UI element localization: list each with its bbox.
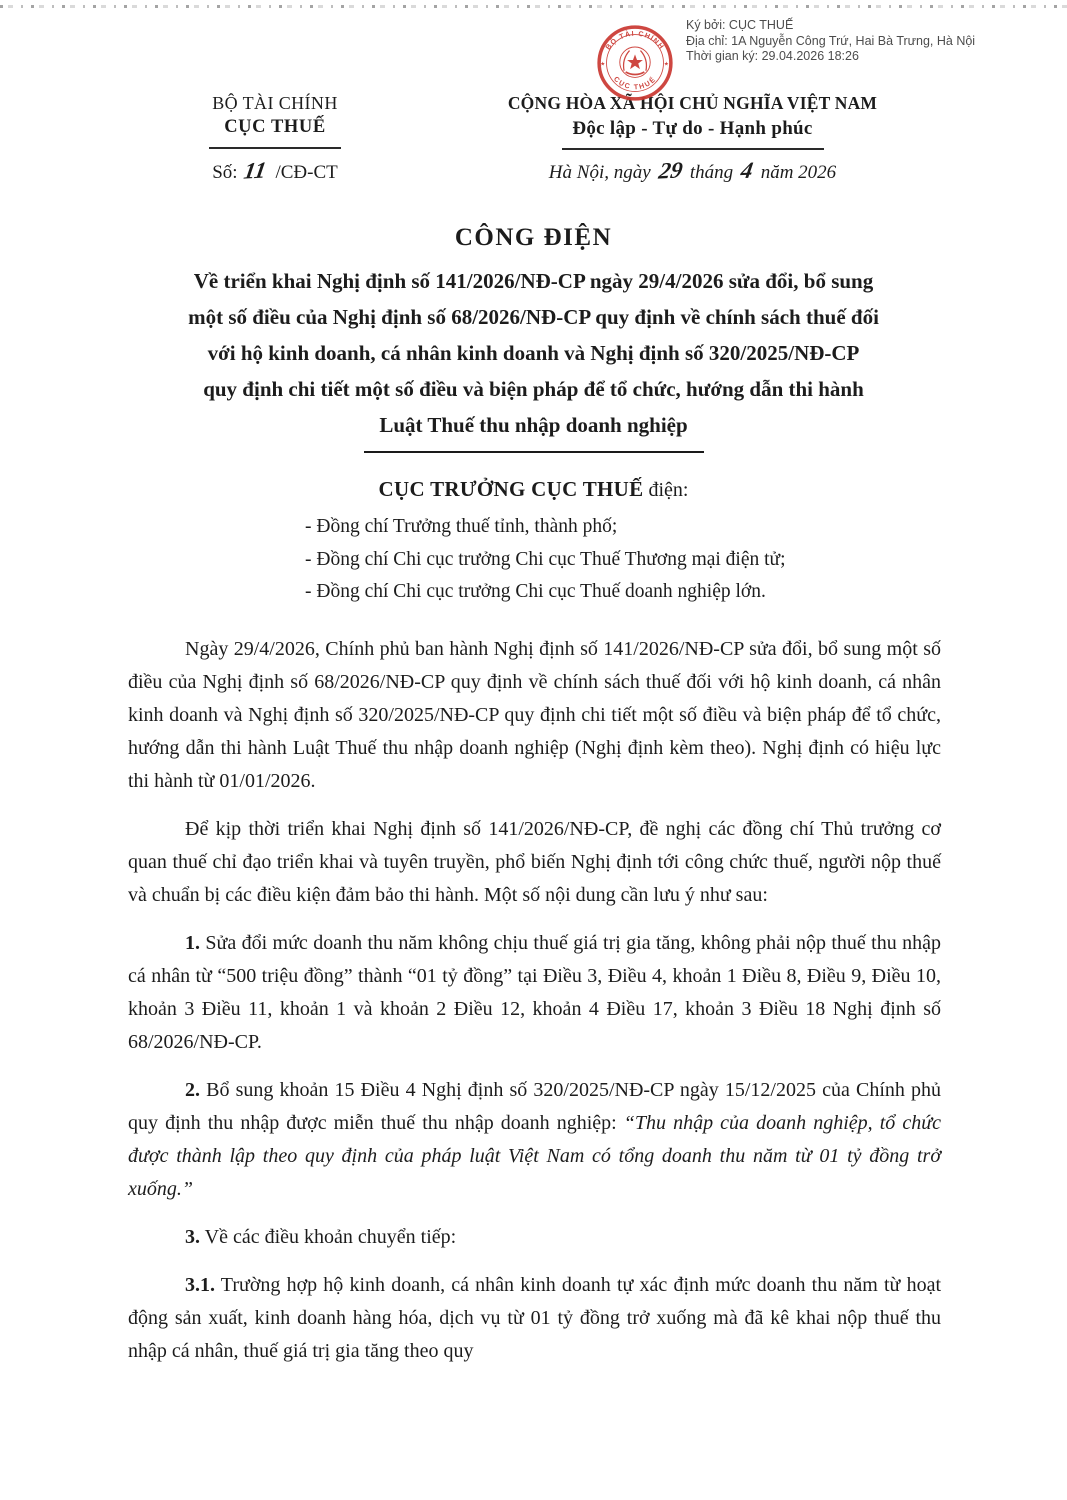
seal-right-star-icon: ★ <box>663 61 669 68</box>
national-header-block <box>430 93 1067 184</box>
date-month-word: tháng <box>689 162 734 183</box>
item-1-number: 1. <box>185 931 200 954</box>
month-handwritten: 4 <box>739 157 755 185</box>
paragraph-item-3-1 <box>128 1269 941 1368</box>
doc-number-symbol: /CĐ-CT <box>275 162 338 183</box>
item-3-1-number: 3.1. <box>185 1273 215 1296</box>
item-2-text: Bổ sung khoản 15 Điều 4 Nghị định số 320/2025/NĐ-CP ngày 15/12/2025 của Chính phủ quy định thu nhập được miễn thuế thu nhập doanh nghiệp: <box>128 1078 941 1134</box>
recipient-item-2: - Đồng chí Chi cục trưởng Chi cục Thuế Thương mại điện tử; <box>305 548 786 570</box>
subject-line-2: một số điều của Nghị định số 68/2026/NĐ-CP quy định về chính sách thuế đối <box>188 305 879 329</box>
doc-number-handwritten: 11 <box>241 157 268 185</box>
subject-line-5: Luật Thuế thu nhập doanh nghiệp <box>379 413 688 437</box>
signature-signed-by: Ký bởi: CỤC THUẾ <box>686 18 794 32</box>
document-number <box>120 157 430 185</box>
parent-agency: BỘ TÀI CHÍNH <box>212 93 338 113</box>
signature-time: Thời gian ký: 29.04.2026 18:26 <box>686 49 859 63</box>
item-1-text: Sửa đổi mức doanh thu năm không chịu thuế giá trị gia tăng, không phải nộp thuế thu nhập cá nhân từ “500 triệu đồng” thành “01 tỷ đồng” tại Điều 3, Điều 4, khoản 1 Điều 8, Điều 9, Điều 10, khoản 3 Điều 11, khoản 1 và khoản 2 Điều 12, khoản 4 Điều 17, khoản 3 Điều 18 Nghị định số 68/2026/NĐ-CP. <box>128 931 941 1053</box>
country-motto-line2: Độc lập - Tự do - Hạnh phúc <box>572 118 813 139</box>
item-3-1-text: Trường hợp hộ kinh doanh, cá nhân kinh doanh tự xác định mức doanh thu năm từ hoạt động sản xuất, kinh doanh hàng hóa, dịch vụ từ 01 tỷ đồng trở xuống mà đã kê khai nộp thuế thu nhập cá nhân, thuế giá trị gia tăng theo quy <box>128 1273 941 1362</box>
subject-line-1: Về triển khai Nghị định số 141/2026/NĐ-CP ngày 29/4/2026 sửa đổi, bổ sung <box>193 269 874 293</box>
item-2-quote: “Thu nhập của doanh nghiệp, tổ chức được thành lập theo quy định của pháp luật Việt Nam có tổng doanh thu năm từ 01 tỷ đồng trở xuống.” <box>128 1111 941 1200</box>
item-3-number: 3. <box>185 1225 200 1248</box>
recipient-item-1: - Đồng chí Trưởng thuế tỉnh, thành phố; <box>305 516 618 537</box>
cuc-thue-seal-icon <box>596 24 674 102</box>
doc-number-prefix: Số: <box>212 162 238 183</box>
day-handwritten: 29 <box>656 157 685 185</box>
signature-address: Địa chỉ: 1A Nguyễn Công Trứ, Hai Bà Trưng, Hà Nội <box>686 33 976 48</box>
emblem-star <box>627 54 643 69</box>
addressee-heading-bold: CỤC TRƯỞNG CỤC THUẾ <box>378 477 644 501</box>
paragraph-item-1 <box>128 927 941 1059</box>
recipient-item-3: - Đồng chí Chi cục trưởng Chi cục Thuế doanh nghiệp lớn. <box>305 581 766 602</box>
agency-underline <box>209 147 341 149</box>
document-title: CÔNG ĐIỆN <box>454 224 613 251</box>
seal-left-star-icon: ★ <box>600 61 606 68</box>
motto-underline <box>562 148 824 150</box>
issuing-agency-block <box>0 93 430 184</box>
addressee-heading <box>0 477 1067 502</box>
addressee-heading-normal: điện: <box>643 479 689 501</box>
scan-noise-line <box>0 5 1067 8</box>
paragraph-intro-2: Để kịp thời triển khai Nghị định số 141/2026/NĐ-CP, đề nghị các đồng chí Thủ trưởng cơ quan thuế chỉ đạo triển khai và tuyên truyền, phổ biến Nghị định tới công chức thuế, người nộp thuế và chuẩn bị các điều kiện đảm bảo thi hành. Một số nội dung cần lưu ý như sau: <box>128 817 941 906</box>
emblem-base <box>626 72 645 75</box>
recipient-list <box>305 511 1067 609</box>
item-3-text: Về các điều khoản chuyển tiếp: <box>200 1225 457 1248</box>
agency-name: CỤC THUẾ <box>224 117 326 137</box>
paragraph-intro-1: Ngày 29/4/2026, Chính phủ ban hành Nghị định số 141/2026/NĐ-CP sửa đổi, bổ sung một số điều của Nghị định số 68/2026/NĐ-CP quy định về chính sách thuế đối với hộ kinh doanh, cá nhân kinh doanh và Nghị định số 320/2025/NĐ-CP quy định chi tiết một số điều và biện pháp để tổ chức, hướng dẫn thi hành Luật Thuế thu nhập doanh nghiệp (Nghị định kèm theo). Nghị định có hiệu lực thi hành từ 01/01/2026. <box>128 637 941 792</box>
paragraph-item-3 <box>128 1221 941 1254</box>
item-2-number: 2. <box>185 1078 200 1101</box>
document-body <box>128 633 941 1368</box>
subject-line-3: với hộ kinh doanh, cá nhân kinh doanh và Nghị định số 320/2025/NĐ-CP <box>207 341 860 365</box>
svg-text:CỤC THUẾ <box>612 74 658 92</box>
place-and-date <box>430 157 955 185</box>
date-year: năm 2026 <box>760 162 837 183</box>
date-prefix: Hà Nội, ngày <box>548 162 651 183</box>
country-motto-line1: CỘNG HÒA XÃ HỘI CHỦ NGHĨA VIỆT NAM <box>507 93 878 113</box>
paragraph-item-2 <box>128 1074 941 1206</box>
seal-top-text: BỘ TÀI CHÍNH <box>604 30 666 52</box>
subject-line-4: quy định chi tiết một số điều và biện pháp để tổ chức, hướng dẫn thi hành <box>203 377 864 401</box>
seal-bottom-text: CỤC THUẾ <box>612 75 658 92</box>
document-subject <box>0 263 1067 443</box>
digital-signature-block <box>596 16 975 102</box>
signature-info <box>686 16 975 65</box>
subject-separator <box>364 451 704 453</box>
